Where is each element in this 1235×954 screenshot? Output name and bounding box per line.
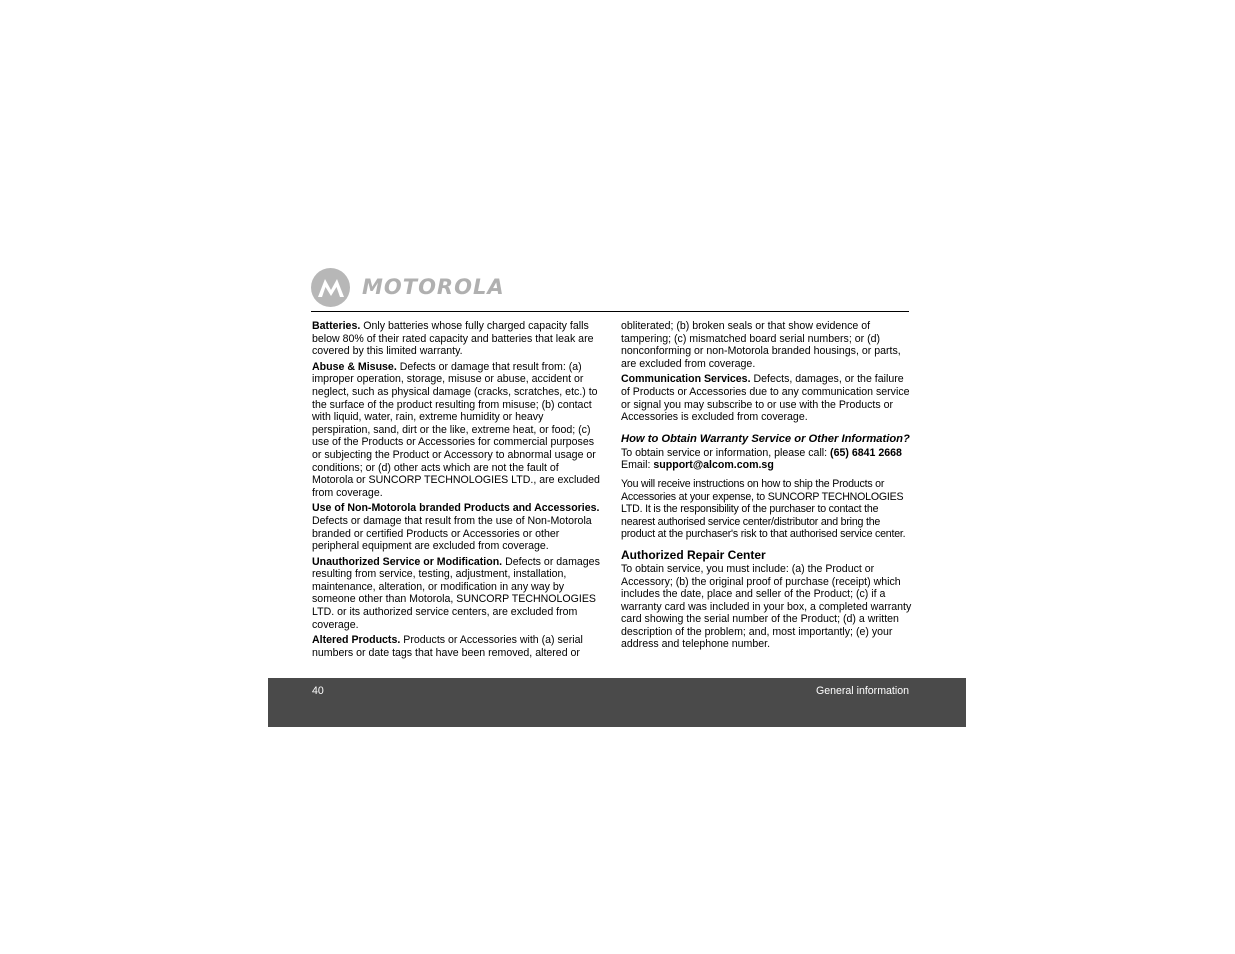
repair-center-heading: Authorized Repair Center	[621, 547, 766, 562]
motorola-logo	[311, 266, 505, 308]
non-motorola-text: Defects or damage that result from the use of Non-Motorola branded or certified Products or Accessories or other peripheral equipment are excluded from coverage.	[312, 514, 592, 553]
batteries-paragraph	[312, 320, 602, 358]
phone-number: (65) 6841 2668	[830, 446, 902, 459]
right-column	[621, 320, 913, 654]
altered-continuation: obliterated; (b) broken seals or that show evidence of tampering; (c) mismatched board serial numbers; or (d) nonconforming or non-Motorola branded housings, or parts, are excluded from coverage.	[621, 320, 901, 370]
unauthorized-heading: Unauthorized Service or Modification.	[312, 555, 503, 568]
how-to-obtain-heading: How to Obtain Warranty Service or Other Information?	[621, 432, 910, 445]
shipping-instructions: You will receive instructions on how to ship the Products or Accessories at your expense, to SUNCORP TECHNOLOGIES LTD. It is the responsibility of the purchaser to contact the nearest authorised service center/distributor and bring the product at the purchaser's risk to that authorised service center.	[621, 477, 906, 541]
altered-heading: Altered Products.	[312, 634, 401, 647]
altered-text: Products or Accessories with (a) serial numbers or date tags that have been removed, altered or	[312, 634, 583, 659]
non-motorola-heading: Use of Non-Motorola branded Products and Accessories.	[312, 502, 600, 515]
contact-paragraph	[621, 447, 913, 472]
motorola-batwing-icon	[311, 268, 350, 307]
abuse-heading: Abuse & Misuse.	[312, 360, 397, 373]
brand-wordmark: MOTOROLA	[362, 275, 505, 299]
section-title: General information	[815, 685, 909, 697]
unauthorized-text: Defects or damages resulting from service, testing, adjustment, installation, maintenance, alteration, or modification in any way by someone other than Motorola, SUNCORP TECHNOLOGIES LTD. or its authorized service centers, are excluded from coverage.	[312, 555, 600, 631]
abuse-text: Defects or damage that result from: (a) improper operation, storage, misuse or abuse, accident or neglect, such as physical damage (cracks, scratches, etc.) to the surface of the product resulting from misuse; (b) contact with liquid, water, rain, extreme humidity or heavy perspiration, sand, dirt or the like, extreme heat, or food; (c) use of the Products or Accessories for commercial purposes or subjecting the Product or Accessory to abnormal usage or conditions; or (d) other acts which are not the fault of Motorola or SUNCORP TECHNOLOGIES LTD., are excluded from coverage.	[312, 360, 600, 499]
left-column	[312, 320, 602, 662]
batteries-text: Only batteries whose fully charged capacity falls below 80% of their rated capacity and batteries that leak are covered by this limited warranty.	[312, 320, 594, 358]
page-number: 40	[312, 685, 324, 697]
altered-paragraph	[312, 634, 602, 659]
call-text: To obtain service or information, please call:	[621, 446, 831, 459]
non-motorola-paragraph	[312, 502, 602, 552]
email-label: Email:	[621, 459, 654, 472]
communication-text: Defects, damages, or the failure of Products or Accessories due to any communication service or signal you may subscribe to or use with the Products or Accessories is excluded from coverage.	[621, 373, 910, 424]
communication-paragraph	[621, 373, 913, 423]
footer-bar	[268, 678, 966, 727]
email-address: support@alcom.com.sg	[653, 459, 774, 472]
abuse-paragraph	[312, 361, 602, 500]
repair-center-text: To obtain service, you must include: (a) the Product or Accessory; (b) the original proof of purchase (receipt) which includes the date, place and seller of the Product; (c) if a warranty card was included in your box, a completed warranty card showing the serial number of the Product; (d) a written description of the problem; and, most importantly; (e) your address and telephone number.	[621, 562, 912, 651]
communication-heading: Communication Services.	[621, 373, 751, 386]
header-divider	[311, 311, 909, 312]
unauthorized-paragraph	[312, 556, 602, 632]
batteries-heading: Batteries.	[312, 320, 361, 332]
